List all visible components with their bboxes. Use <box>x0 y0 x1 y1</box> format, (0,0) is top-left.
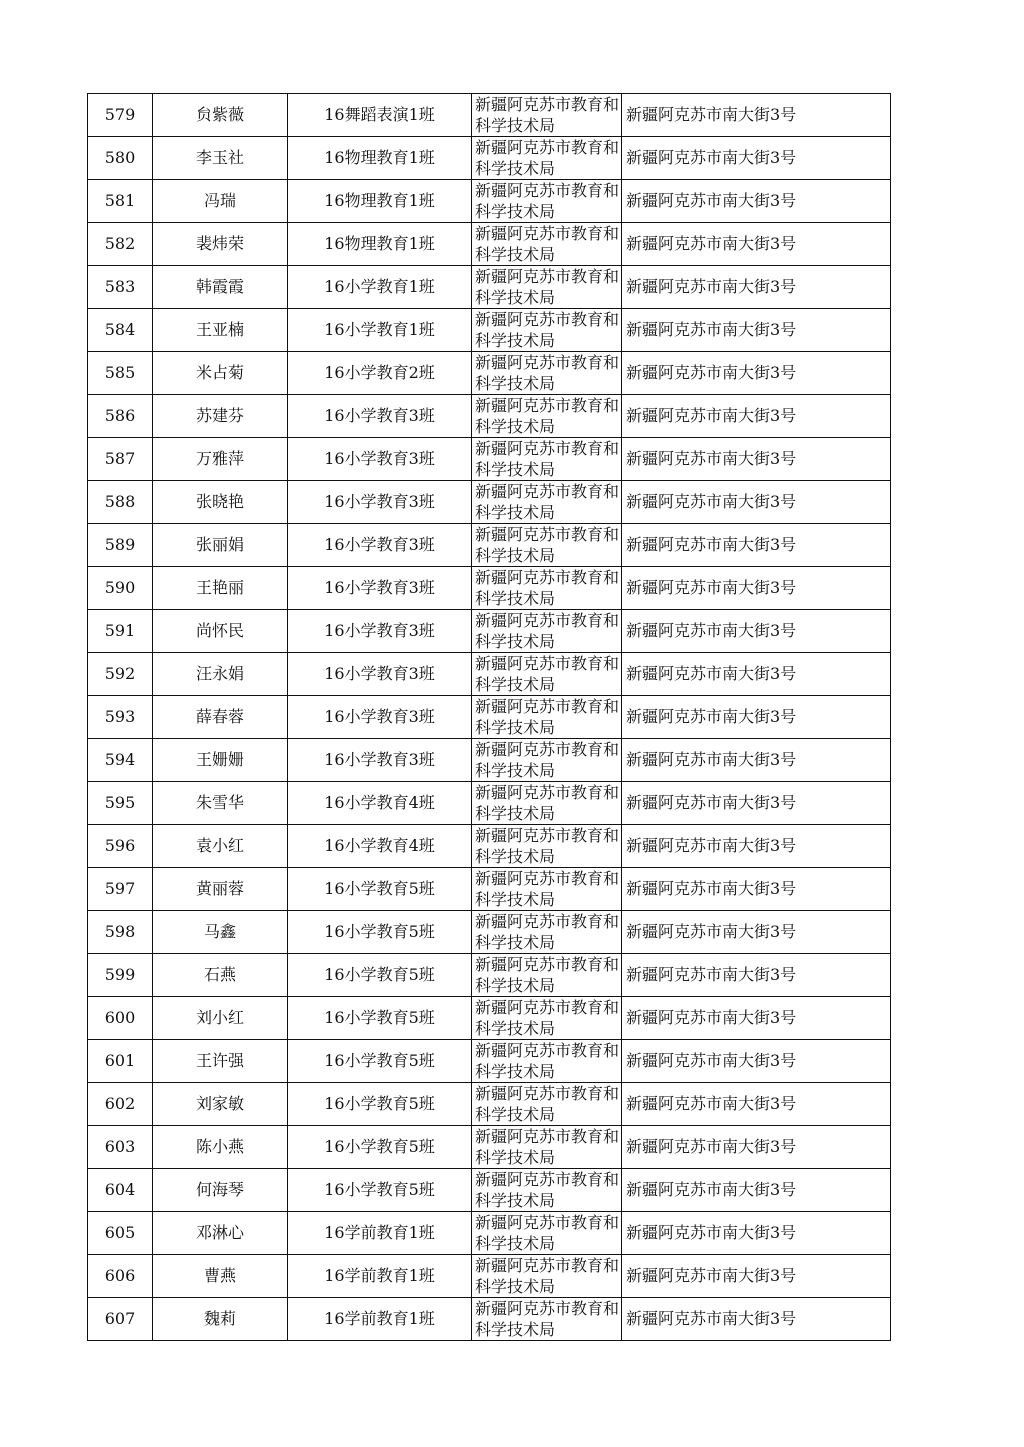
cell-organization: 新疆阿克苏市教育和科学技术局 <box>472 352 622 395</box>
cell-address: 新疆阿克苏市南大街3号 <box>622 1255 891 1298</box>
cell-address: 新疆阿克苏市南大街3号 <box>622 696 891 739</box>
cell-number: 581 <box>88 180 153 223</box>
cell-address: 新疆阿克苏市南大街3号 <box>622 137 891 180</box>
cell-address: 新疆阿克苏市南大街3号 <box>622 524 891 567</box>
cell-name: 王亚楠 <box>153 309 288 352</box>
cell-class: 16小学教育3班 <box>288 610 472 653</box>
cell-organization: 新疆阿克苏市教育和科学技术局 <box>472 223 622 266</box>
cell-address: 新疆阿克苏市南大街3号 <box>622 94 891 137</box>
cell-organization: 新疆阿克苏市教育和科学技术局 <box>472 868 622 911</box>
cell-name: 尚怀民 <box>153 610 288 653</box>
cell-name: 马鑫 <box>153 911 288 954</box>
cell-organization: 新疆阿克苏市教育和科学技术局 <box>472 309 622 352</box>
cell-number: 598 <box>88 911 153 954</box>
table-row <box>88 954 891 997</box>
cell-number: 584 <box>88 309 153 352</box>
cell-organization: 新疆阿克苏市教育和科学技术局 <box>472 1040 622 1083</box>
table-row <box>88 1083 891 1126</box>
cell-class: 16物理教育1班 <box>288 180 472 223</box>
table-row <box>88 352 891 395</box>
table-row <box>88 1126 891 1169</box>
cell-organization: 新疆阿克苏市教育和科学技术局 <box>472 1169 622 1212</box>
cell-organization: 新疆阿克苏市教育和科学技术局 <box>472 825 622 868</box>
cell-class: 16舞蹈表演1班 <box>288 94 472 137</box>
cell-name: 李玉社 <box>153 137 288 180</box>
table-row <box>88 266 891 309</box>
cell-address: 新疆阿克苏市南大街3号 <box>622 180 891 223</box>
cell-number: 588 <box>88 481 153 524</box>
cell-class: 16小学教育5班 <box>288 1083 472 1126</box>
table-row <box>88 137 891 180</box>
table-row <box>88 911 891 954</box>
cell-address: 新疆阿克苏市南大街3号 <box>622 1169 891 1212</box>
cell-number: 583 <box>88 266 153 309</box>
cell-address: 新疆阿克苏市南大街3号 <box>622 653 891 696</box>
table-row <box>88 1169 891 1212</box>
cell-number: 596 <box>88 825 153 868</box>
student-table <box>87 93 891 1341</box>
table-row <box>88 395 891 438</box>
table-row <box>88 567 891 610</box>
cell-number: 580 <box>88 137 153 180</box>
cell-class: 16小学教育1班 <box>288 309 472 352</box>
cell-address: 新疆阿克苏市南大街3号 <box>622 610 891 653</box>
cell-organization: 新疆阿克苏市教育和科学技术局 <box>472 1083 622 1126</box>
cell-class: 16学前教育1班 <box>288 1255 472 1298</box>
cell-number: 607 <box>88 1298 153 1341</box>
cell-name: 汪永娟 <box>153 653 288 696</box>
table-body <box>88 94 891 1341</box>
cell-number: 604 <box>88 1169 153 1212</box>
table-row <box>88 1040 891 1083</box>
cell-address: 新疆阿克苏市南大街3号 <box>622 739 891 782</box>
cell-number: 586 <box>88 395 153 438</box>
cell-class: 16物理教育1班 <box>288 137 472 180</box>
table-row <box>88 653 891 696</box>
cell-number: 592 <box>88 653 153 696</box>
cell-name: 贠紫薇 <box>153 94 288 137</box>
cell-number: 597 <box>88 868 153 911</box>
cell-name: 张丽娟 <box>153 524 288 567</box>
table-row <box>88 223 891 266</box>
cell-class: 16小学教育3班 <box>288 696 472 739</box>
cell-number: 602 <box>88 1083 153 1126</box>
cell-class: 16小学教育5班 <box>288 1040 472 1083</box>
cell-address: 新疆阿克苏市南大街3号 <box>622 868 891 911</box>
table-row <box>88 696 891 739</box>
cell-number: 605 <box>88 1212 153 1255</box>
table-row <box>88 481 891 524</box>
table-row <box>88 1255 891 1298</box>
cell-organization: 新疆阿克苏市教育和科学技术局 <box>472 1212 622 1255</box>
cell-number: 590 <box>88 567 153 610</box>
cell-address: 新疆阿克苏市南大街3号 <box>622 1083 891 1126</box>
cell-class: 16小学教育5班 <box>288 911 472 954</box>
cell-organization: 新疆阿克苏市教育和科学技术局 <box>472 954 622 997</box>
cell-address: 新疆阿克苏市南大街3号 <box>622 266 891 309</box>
cell-name: 薛春蓉 <box>153 696 288 739</box>
cell-class: 16小学教育5班 <box>288 868 472 911</box>
table-row <box>88 610 891 653</box>
cell-name: 曹燕 <box>153 1255 288 1298</box>
cell-name: 袁小红 <box>153 825 288 868</box>
cell-name: 何海琴 <box>153 1169 288 1212</box>
cell-organization: 新疆阿克苏市教育和科学技术局 <box>472 1126 622 1169</box>
cell-class: 16小学教育4班 <box>288 825 472 868</box>
cell-organization: 新疆阿克苏市教育和科学技术局 <box>472 180 622 223</box>
table-row <box>88 438 891 481</box>
table-row <box>88 997 891 1040</box>
table-row <box>88 868 891 911</box>
cell-class: 16小学教育3班 <box>288 653 472 696</box>
cell-address: 新疆阿克苏市南大街3号 <box>622 481 891 524</box>
cell-organization: 新疆阿克苏市教育和科学技术局 <box>472 137 622 180</box>
cell-number: 589 <box>88 524 153 567</box>
cell-address: 新疆阿克苏市南大街3号 <box>622 567 891 610</box>
table-row <box>88 1212 891 1255</box>
cell-class: 16小学教育3班 <box>288 395 472 438</box>
cell-name: 万雅萍 <box>153 438 288 481</box>
cell-class: 16学前教育1班 <box>288 1212 472 1255</box>
cell-name: 王艳丽 <box>153 567 288 610</box>
cell-number: 599 <box>88 954 153 997</box>
cell-address: 新疆阿克苏市南大街3号 <box>622 352 891 395</box>
cell-name: 苏建芬 <box>153 395 288 438</box>
cell-address: 新疆阿克苏市南大街3号 <box>622 395 891 438</box>
cell-organization: 新疆阿克苏市教育和科学技术局 <box>472 696 622 739</box>
cell-class: 16小学教育5班 <box>288 997 472 1040</box>
cell-organization: 新疆阿克苏市教育和科学技术局 <box>472 567 622 610</box>
cell-name: 刘小红 <box>153 997 288 1040</box>
cell-organization: 新疆阿克苏市教育和科学技术局 <box>472 610 622 653</box>
cell-address: 新疆阿克苏市南大街3号 <box>622 954 891 997</box>
cell-number: 587 <box>88 438 153 481</box>
cell-organization: 新疆阿克苏市教育和科学技术局 <box>472 395 622 438</box>
cell-class: 16小学教育5班 <box>288 1169 472 1212</box>
cell-class: 16小学教育1班 <box>288 266 472 309</box>
cell-number: 593 <box>88 696 153 739</box>
cell-address: 新疆阿克苏市南大街3号 <box>622 1126 891 1169</box>
cell-address: 新疆阿克苏市南大街3号 <box>622 997 891 1040</box>
cell-class: 16小学教育3班 <box>288 739 472 782</box>
cell-class: 16学前教育1班 <box>288 1298 472 1341</box>
cell-number: 591 <box>88 610 153 653</box>
cell-name: 石燕 <box>153 954 288 997</box>
cell-class: 16小学教育3班 <box>288 481 472 524</box>
cell-name: 王姗姗 <box>153 739 288 782</box>
cell-class: 16小学教育5班 <box>288 1126 472 1169</box>
table-row <box>88 309 891 352</box>
cell-number: 585 <box>88 352 153 395</box>
cell-name: 裴炜荣 <box>153 223 288 266</box>
cell-name: 张晓艳 <box>153 481 288 524</box>
table-row <box>88 825 891 868</box>
cell-class: 16小学教育3班 <box>288 524 472 567</box>
cell-number: 606 <box>88 1255 153 1298</box>
cell-name: 王许强 <box>153 1040 288 1083</box>
cell-address: 新疆阿克苏市南大街3号 <box>622 1212 891 1255</box>
cell-number: 600 <box>88 997 153 1040</box>
cell-number: 582 <box>88 223 153 266</box>
table-row <box>88 739 891 782</box>
cell-number: 579 <box>88 94 153 137</box>
cell-organization: 新疆阿克苏市教育和科学技术局 <box>472 481 622 524</box>
cell-number: 601 <box>88 1040 153 1083</box>
cell-name: 陈小燕 <box>153 1126 288 1169</box>
cell-organization: 新疆阿克苏市教育和科学技术局 <box>472 524 622 567</box>
cell-name: 魏莉 <box>153 1298 288 1341</box>
cell-organization: 新疆阿克苏市教育和科学技术局 <box>472 1255 622 1298</box>
cell-organization: 新疆阿克苏市教育和科学技术局 <box>472 94 622 137</box>
cell-organization: 新疆阿克苏市教育和科学技术局 <box>472 782 622 825</box>
cell-class: 16小学教育2班 <box>288 352 472 395</box>
cell-address: 新疆阿克苏市南大街3号 <box>622 825 891 868</box>
cell-address: 新疆阿克苏市南大街3号 <box>622 1298 891 1341</box>
cell-address: 新疆阿克苏市南大街3号 <box>622 309 891 352</box>
cell-organization: 新疆阿克苏市教育和科学技术局 <box>472 997 622 1040</box>
cell-organization: 新疆阿克苏市教育和科学技术局 <box>472 653 622 696</box>
cell-address: 新疆阿克苏市南大街3号 <box>622 1040 891 1083</box>
cell-class: 16小学教育3班 <box>288 438 472 481</box>
cell-class: 16小学教育3班 <box>288 567 472 610</box>
cell-address: 新疆阿克苏市南大街3号 <box>622 438 891 481</box>
cell-class: 16小学教育4班 <box>288 782 472 825</box>
cell-name: 朱雪华 <box>153 782 288 825</box>
cell-number: 594 <box>88 739 153 782</box>
table-row <box>88 94 891 137</box>
cell-name: 米占菊 <box>153 352 288 395</box>
cell-address: 新疆阿克苏市南大街3号 <box>622 782 891 825</box>
table-row <box>88 782 891 825</box>
cell-class: 16物理教育1班 <box>288 223 472 266</box>
cell-organization: 新疆阿克苏市教育和科学技术局 <box>472 438 622 481</box>
cell-organization: 新疆阿克苏市教育和科学技术局 <box>472 911 622 954</box>
cell-address: 新疆阿克苏市南大街3号 <box>622 223 891 266</box>
cell-organization: 新疆阿克苏市教育和科学技术局 <box>472 739 622 782</box>
cell-name: 邓淋心 <box>153 1212 288 1255</box>
cell-name: 黄丽蓉 <box>153 868 288 911</box>
cell-name: 冯瑞 <box>153 180 288 223</box>
cell-organization: 新疆阿克苏市教育和科学技术局 <box>472 266 622 309</box>
cell-name: 韩霞霞 <box>153 266 288 309</box>
table-row <box>88 524 891 567</box>
table-row <box>88 180 891 223</box>
cell-address: 新疆阿克苏市南大街3号 <box>622 911 891 954</box>
cell-organization: 新疆阿克苏市教育和科学技术局 <box>472 1298 622 1341</box>
cell-name: 刘家敏 <box>153 1083 288 1126</box>
cell-number: 595 <box>88 782 153 825</box>
cell-number: 603 <box>88 1126 153 1169</box>
cell-class: 16小学教育5班 <box>288 954 472 997</box>
table-row <box>88 1298 891 1341</box>
